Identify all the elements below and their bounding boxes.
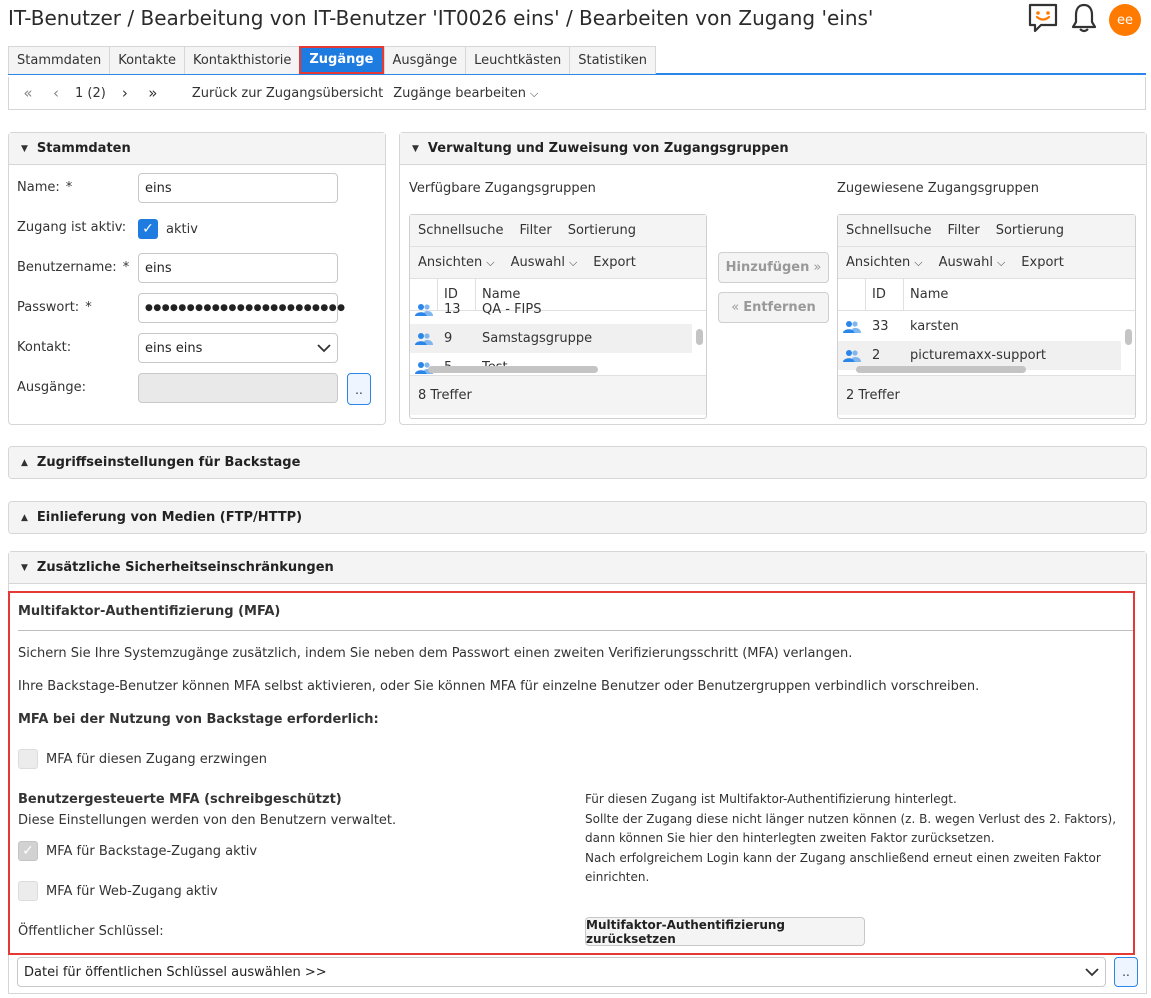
chevron-down-icon: ⌵: [486, 256, 495, 269]
public-key-label: Öffentlicher Schlüssel:: [18, 924, 164, 939]
expand-triangle-icon: ▲: [21, 457, 28, 468]
row-name: karsten: [910, 319, 959, 334]
horizontal-scrollbar[interactable]: [852, 363, 1115, 375]
contact-row: [17, 340, 71, 355]
username-row: [17, 260, 129, 275]
required-mark: *: [122, 260, 130, 275]
bell-icon[interactable]: [1069, 2, 1099, 38]
views-menu[interactable]: [418, 255, 495, 270]
force-mfa-checkbox[interactable]: [18, 749, 38, 769]
username-input[interactable]: eins: [138, 253, 338, 283]
grid-header: [838, 279, 1135, 311]
user-controlled-subtext: Diese Einstellungen werden von den Benutzern verwaltet.: [18, 813, 397, 828]
first-record-icon[interactable]: «: [23, 84, 33, 102]
edit-access-menu-label: Zugänge bearbeiten: [393, 85, 526, 101]
last-record-icon[interactable]: »: [148, 84, 158, 102]
media-delivery-heading: Einlieferung von Medien (FTP/HTTP): [36, 510, 303, 525]
quick-search-button[interactable]: Schnellsuche: [418, 223, 504, 238]
prev-record-icon[interactable]: ‹: [53, 84, 59, 102]
mfa-intro-2: Ihre Backstage-Benutzer können MFA selbst aktivieren, oder Sie können MFA für einzelne Benutzer oder Benutzergruppen verbindlich vorschreiben.: [18, 679, 980, 694]
force-mfa-row: [18, 749, 267, 769]
remove-group-button-label: Entfernen: [743, 300, 816, 315]
grid-body: [838, 311, 1135, 375]
row-id: 9: [444, 331, 453, 346]
chevron-down-icon: ⌵: [996, 256, 1006, 269]
media-delivery-header[interactable]: [9, 502, 1146, 533]
mfa-info-line: einrichten.: [585, 870, 650, 884]
active-row: [17, 220, 126, 235]
table-row[interactable]: [838, 312, 1121, 341]
add-group-button[interactable]: [718, 252, 829, 283]
back-to-overview-link[interactable]: Zurück zur Zugangsübersicht: [191, 85, 384, 101]
public-key-file-select-value: Datei für öffentlichen Schlüssel auswählen >>: [24, 964, 327, 980]
mfa-info-line: Für diesen Zugang ist Multifaktor-Authentifizierung hinterlegt.: [585, 792, 957, 806]
outputs-label: Ausgänge:: [17, 380, 86, 395]
access-groups-panel: [399, 132, 1147, 425]
icon-column-header: [838, 279, 866, 310]
user-group-icon: [838, 349, 866, 363]
contact-select[interactable]: [138, 333, 338, 363]
assigned-result-count: 2 Treffer: [838, 375, 1135, 415]
required-mark: *: [85, 300, 92, 315]
outputs-picker-button[interactable]: ..: [347, 373, 371, 405]
chevron-down-icon: [1085, 967, 1099, 977]
tab-kontakte[interactable]: Kontakte: [109, 46, 184, 74]
mfa-info-line: Sollte der Zugang diese nicht länger nutzen können (z. B. wegen Verlust des 2. Faktors),: [585, 811, 1117, 826]
selection-menu-label: Auswahl: [938, 255, 993, 270]
force-mfa-label: MFA für diesen Zugang erzwingen: [46, 751, 267, 767]
required-mark: *: [65, 180, 73, 195]
tab-zugaenge[interactable]: Zugänge: [299, 46, 383, 74]
mfa-required-heading: MFA bei der Nutzung von Backstage erforderlich:: [18, 712, 379, 727]
export-button[interactable]: Export: [593, 255, 636, 270]
active-checkbox[interactable]: ✓: [138, 219, 158, 239]
sort-button[interactable]: Sortierung: [995, 223, 1065, 238]
vertical-scrollbar[interactable]: [1123, 313, 1133, 361]
chevron-down-icon: ⌵: [568, 256, 578, 269]
table-row[interactable]: [410, 295, 692, 324]
password-row: [17, 300, 92, 315]
row-id: 13: [444, 302, 461, 317]
mfa-info-line: Nach erfolgreichem Login kann der Zugang anschließend erneut einen zweiten Faktor: [585, 850, 1101, 865]
collapse-triangle-icon: ▼: [412, 143, 419, 154]
active-text: aktiv: [166, 221, 198, 237]
name-column-header[interactable]: Name: [482, 287, 521, 302]
backstage-mfa-checkbox: ✓: [18, 841, 38, 861]
available-result-count: 8 Treffer: [410, 375, 706, 415]
vertical-scrollbar[interactable]: [694, 313, 704, 361]
row-id: 2: [872, 348, 881, 363]
reset-mfa-button[interactable]: Multifaktor-Authentifizierung zurücksetzen: [585, 917, 865, 946]
name-row: [17, 180, 72, 195]
edit-access-menu[interactable]: [393, 86, 538, 101]
remove-group-button[interactable]: [718, 292, 829, 323]
export-button[interactable]: Export: [1021, 255, 1064, 270]
active-checkbox-group: [138, 219, 198, 239]
selection-menu[interactable]: [939, 255, 1006, 270]
mfa-info-text: [585, 790, 1116, 888]
grid-toolbar: [410, 215, 706, 247]
web-mfa-label: MFA für Web-Zugang aktiv: [46, 883, 218, 899]
divider: [18, 630, 1133, 631]
contact-label: Kontakt:: [17, 340, 72, 355]
access-groups-heading: Verwaltung und Zuweisung von Zugangsgruppen: [427, 141, 789, 156]
chevron-down-icon: ⌵: [914, 256, 923, 269]
backstage-access-header[interactable]: [9, 447, 1146, 478]
views-menu[interactable]: [846, 255, 923, 270]
tab-leuchtkaesten[interactable]: Leuchtkästen: [465, 46, 569, 74]
grid-toolbar-secondary: [838, 247, 1135, 279]
tab-kontakthistorie[interactable]: Kontakthistorie: [184, 46, 299, 74]
outputs-field: [138, 373, 338, 403]
quick-search-button[interactable]: Schnellsuche: [846, 223, 932, 238]
web-mfa-row: [18, 881, 218, 901]
next-record-icon[interactable]: ›: [121, 84, 128, 102]
collapse-triangle-icon: ▼: [21, 143, 28, 154]
public-key-file-select[interactable]: [17, 957, 1106, 987]
mfa-section: [8, 591, 1135, 955]
assigned-groups-grid: [837, 214, 1136, 419]
outputs-row: [17, 380, 86, 395]
name-label: Name:: [17, 180, 60, 195]
user-controlled-heading: Benutzergesteuerte MFA (schreibgeschützt): [18, 792, 342, 807]
stammdaten-header[interactable]: [9, 133, 385, 165]
collapse-triangle-icon: ▼: [21, 562, 28, 573]
password-input[interactable]: ●●●●●●●●●●●●●●●●●●●●●●●●: [138, 293, 338, 323]
expand-triangle-icon: ▲: [21, 512, 28, 523]
tab-ausgaenge[interactable]: Ausgänge: [384, 46, 466, 74]
backstage-mfa-label: MFA für Backstage-Zugang aktiv: [46, 843, 258, 859]
id-column-header[interactable]: ID: [438, 279, 476, 310]
page-title: IT-Benutzer / Bearbeitung von IT-Benutzer 'IT0026 eins' / Bearbeiten von Zugang 'eins': [8, 6, 874, 30]
tab-statistiken[interactable]: Statistiken: [569, 46, 656, 74]
stammdaten-heading: Stammdaten: [36, 141, 131, 156]
mfa-info-line: dann können Sie hier den hinterlegten zweiten Faktor zurücksetzen.: [585, 831, 995, 845]
sort-button[interactable]: Sortierung: [567, 223, 637, 238]
security-header[interactable]: [9, 552, 1146, 584]
record-position: 1 (2): [75, 85, 106, 101]
grid-body: [410, 302, 706, 375]
mfa-heading: Multifaktor-Authentifizierung (MFA): [18, 604, 281, 619]
user-group-icon: [410, 332, 438, 346]
grid-toolbar-secondary: [410, 247, 706, 279]
row-name: QA - FIPS: [482, 302, 542, 317]
available-groups-label: Verfügbare Zugangsgruppen: [409, 181, 596, 196]
available-groups-grid: [409, 214, 707, 419]
public-key-file-button[interactable]: ..: [1114, 957, 1138, 987]
header-icons: [1027, 2, 1141, 38]
access-groups-header[interactable]: [400, 133, 1146, 165]
chat-icon[interactable]: [1027, 2, 1059, 38]
id-column-header[interactable]: ID: [866, 279, 904, 310]
filter-button[interactable]: Filter: [947, 223, 980, 238]
tab-bar: [8, 46, 1146, 75]
add-group-button-label: Hinzufügen: [725, 260, 810, 275]
active-label: Zugang ist aktiv:: [17, 220, 127, 235]
chevron-down-icon: [317, 343, 331, 353]
user-group-icon: [838, 320, 866, 334]
double-chevron-right-icon: »: [813, 260, 822, 275]
user-avatar[interactable]: ee: [1109, 4, 1141, 36]
chevron-down-icon: ⌵: [530, 86, 539, 100]
stammdaten-panel: [8, 132, 386, 425]
name-input[interactable]: eins: [138, 173, 338, 203]
backstage-mfa-row: [18, 841, 257, 861]
table-row[interactable]: [410, 324, 692, 353]
selection-menu[interactable]: [511, 255, 578, 270]
username-label: Benutzername:: [17, 260, 117, 275]
row-id: 33: [872, 319, 889, 334]
filter-button[interactable]: Filter: [519, 223, 552, 238]
views-menu-label: Ansichten: [846, 255, 911, 270]
double-chevron-left-icon: «: [731, 300, 740, 315]
contact-select-value: eins eins: [145, 340, 203, 356]
assigned-groups-label: Zugewiesene Zugangsgruppen: [837, 181, 1039, 196]
password-label: Passwort:: [17, 300, 80, 315]
selection-menu-label: Auswahl: [510, 255, 565, 270]
horizontal-scrollbar[interactable]: [424, 363, 686, 375]
record-pager: [8, 77, 1146, 110]
security-heading: Zusätzliche Sicherheitseinschränkungen: [36, 560, 334, 575]
backstage-access-panel: [8, 446, 1147, 479]
web-mfa-checkbox: [18, 881, 38, 901]
mfa-intro-1: Sichern Sie Ihre Systemzugänge zusätzlich, indem Sie neben dem Passwort einen zweiten Verifizierungsschritt (MFA) verlangen.: [18, 646, 853, 661]
row-name: Samstagsgruppe: [482, 331, 593, 346]
name-column-header[interactable]: Name: [910, 287, 949, 302]
backstage-access-heading: Zugriffseinstellungen für Backstage: [36, 455, 301, 470]
row-name: picturemaxx-support: [910, 348, 1047, 363]
views-menu-label: Ansichten: [418, 255, 483, 270]
grid-toolbar: [838, 215, 1135, 247]
user-group-icon: [410, 303, 438, 317]
tab-stammdaten[interactable]: Stammdaten: [8, 46, 109, 74]
media-delivery-panel: [8, 501, 1147, 534]
